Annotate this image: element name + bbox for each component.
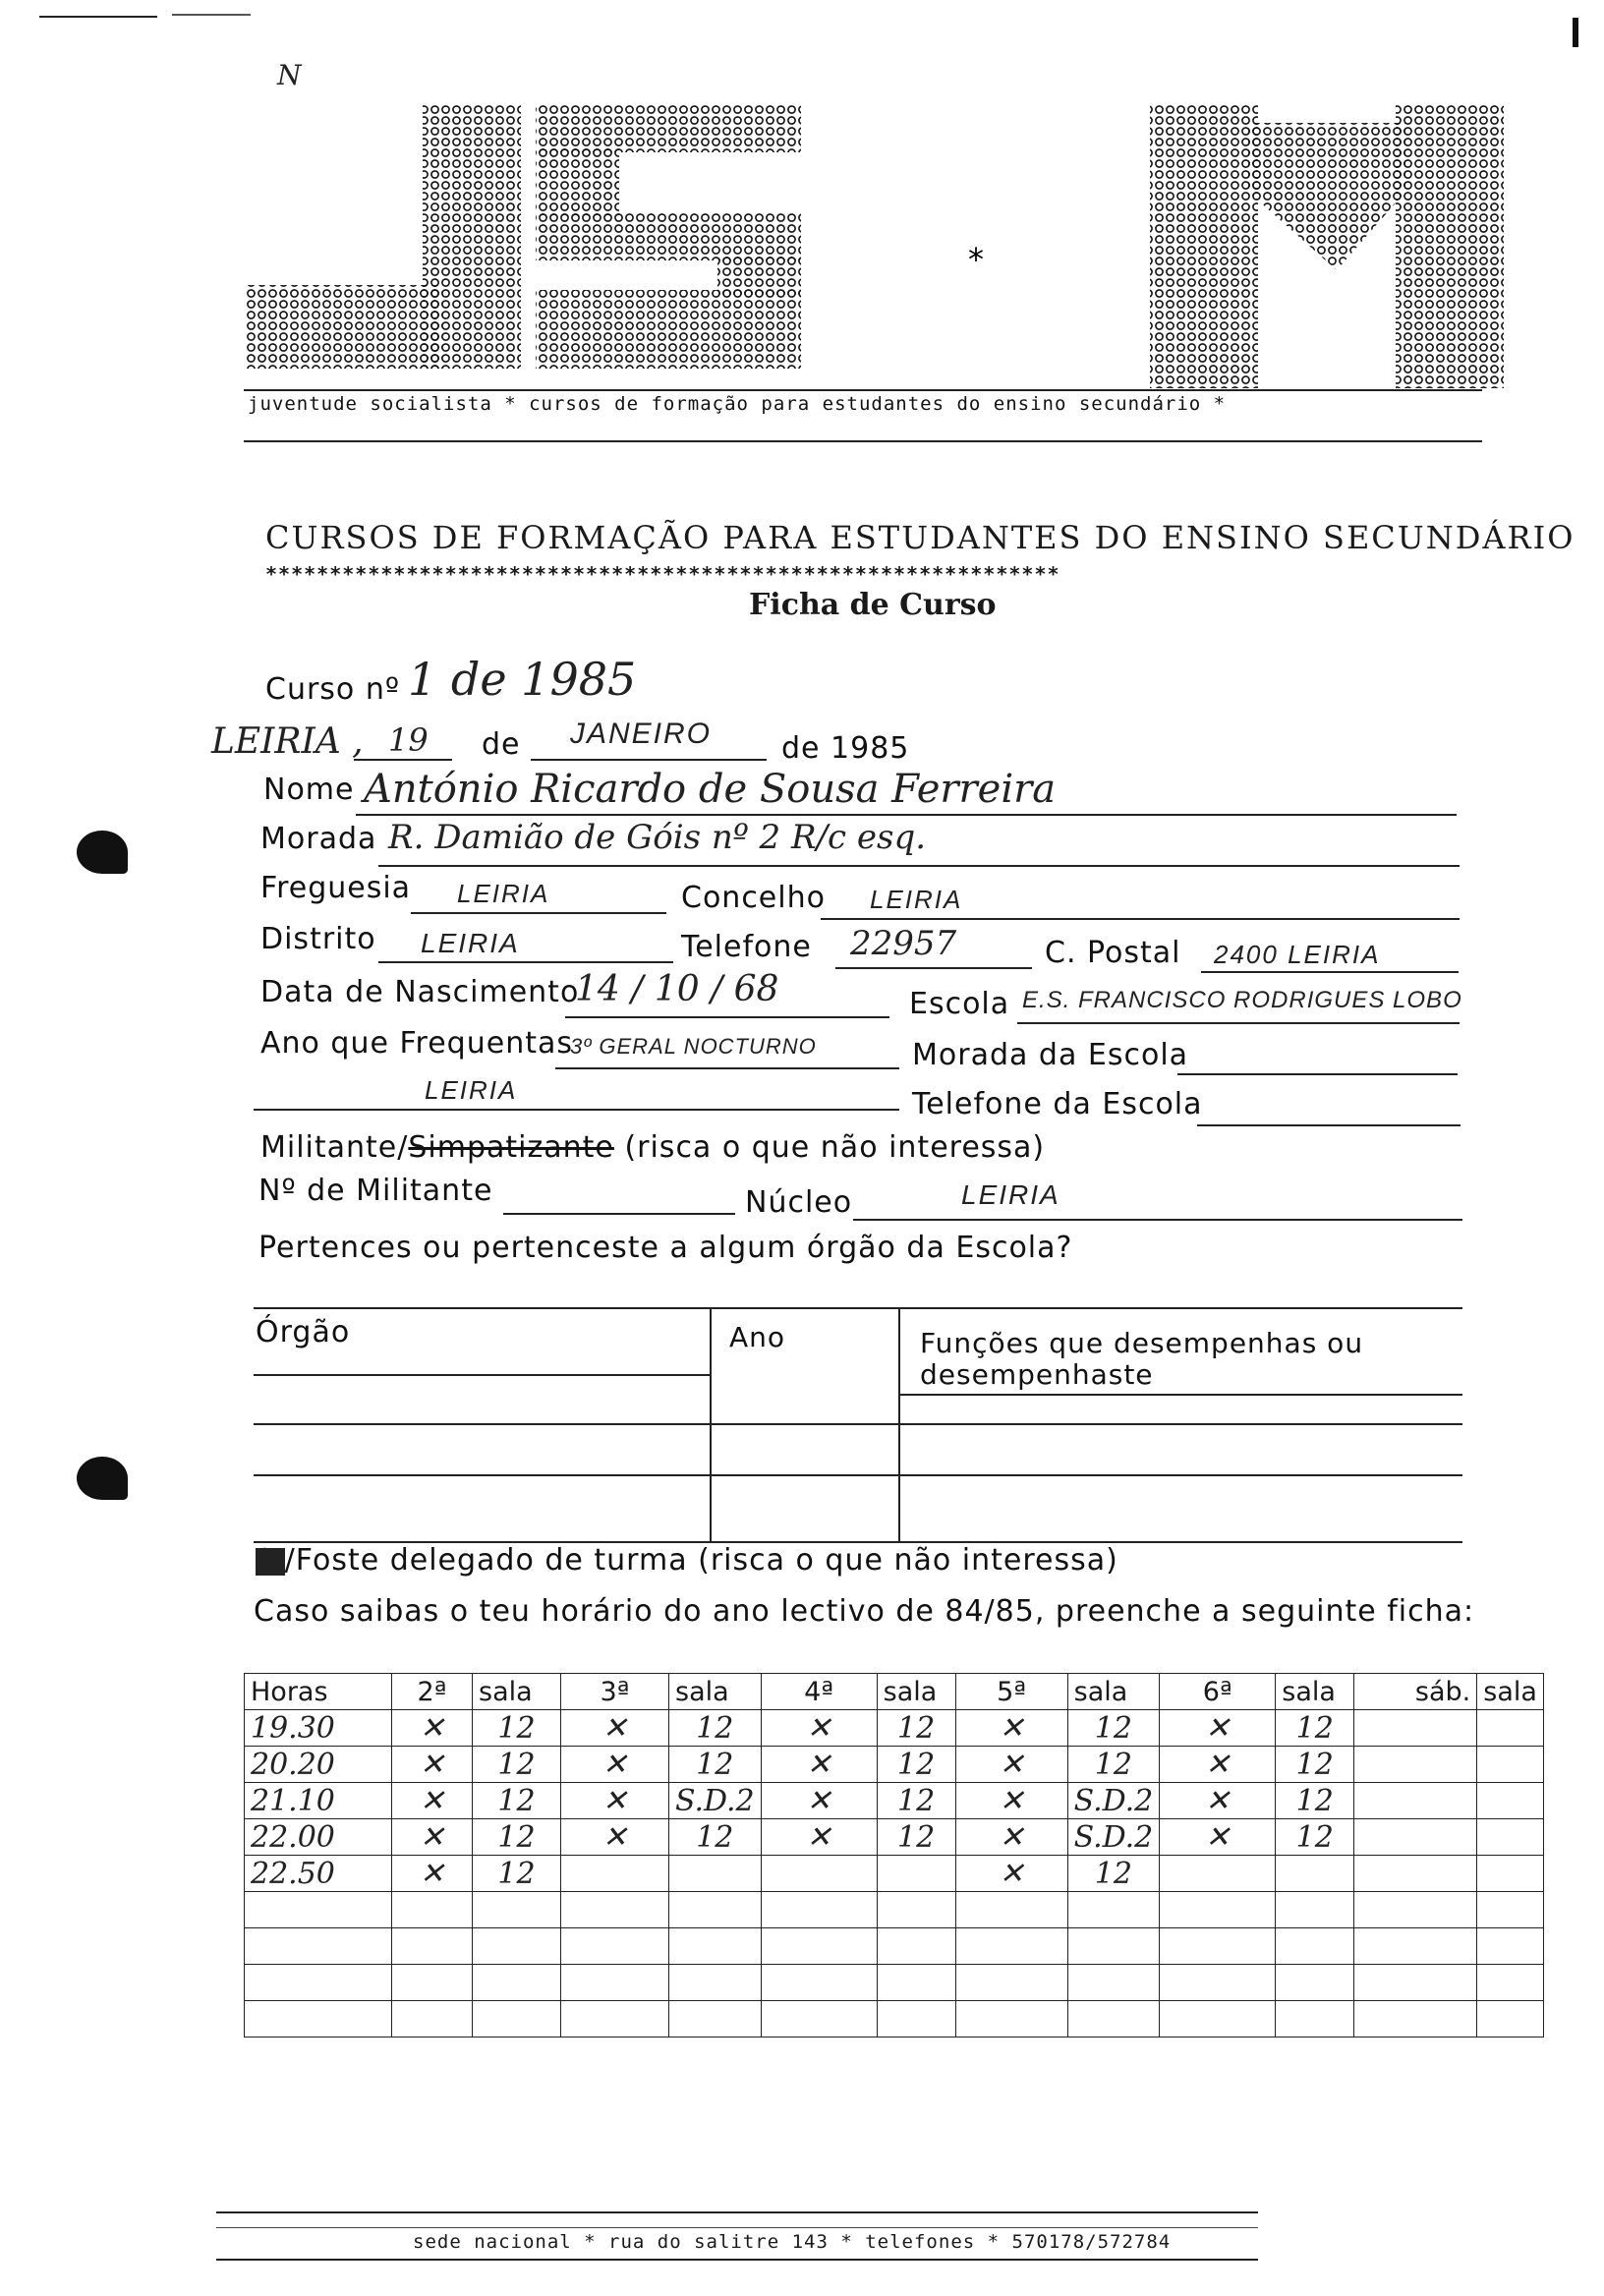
- schedule-cell[interactable]: [1477, 1892, 1544, 1928]
- schedule-cell[interactable]: ✕: [561, 1819, 669, 1856]
- schedule-cell[interactable]: ✕: [955, 1819, 1067, 1856]
- cpostal-label: C. Postal: [1045, 936, 1181, 970]
- schedule-cell[interactable]: ✕: [392, 1783, 473, 1819]
- schedule-hour-cell[interactable]: 21.10: [245, 1783, 392, 1819]
- ano-line2-value[interactable]: LEIRIA: [425, 1075, 518, 1105]
- concelho-value[interactable]: LEIRIA: [870, 885, 963, 914]
- delegado-text: /Foste delegado de turma (risca o que não interessa): [284, 1543, 1118, 1578]
- schedule-cell[interactable]: ✕: [955, 1783, 1067, 1819]
- freguesia-underline: [411, 912, 666, 914]
- schedule-cell[interactable]: [1354, 1928, 1477, 1965]
- schedule-cell[interactable]: [761, 1965, 877, 2001]
- schedule-header-cell: Horas: [245, 1674, 392, 1710]
- schedule-cell[interactable]: [1160, 1892, 1276, 1928]
- col-orgao: Órgão: [256, 1315, 351, 1349]
- schedule-cell[interactable]: ✕: [955, 1856, 1067, 1892]
- schedule-cell[interactable]: [1477, 1819, 1544, 1856]
- schedule-cell[interactable]: 12: [473, 1856, 561, 1892]
- schedule-cell[interactable]: ✕: [392, 1819, 473, 1856]
- schedule-cell[interactable]: [955, 1892, 1067, 1928]
- morada-escola-underline: [1177, 1073, 1458, 1075]
- schedule-cell[interactable]: [473, 1928, 561, 1965]
- schedule-cell[interactable]: [561, 1892, 669, 1928]
- schedule-row: [245, 1747, 1544, 1783]
- schedule-cell[interactable]: ✕: [1160, 1783, 1276, 1819]
- schedule-hour-cell[interactable]: [245, 2001, 392, 2038]
- scan-mark-corner: [1573, 18, 1578, 47]
- schedule-row: [245, 1856, 1544, 1892]
- schedule-cell[interactable]: [561, 1928, 669, 1965]
- telefone-underline: [835, 967, 1032, 969]
- schedule-cell[interactable]: [1276, 1892, 1354, 1928]
- nome-underline: [356, 814, 1457, 816]
- distrito-value[interactable]: LEIRIA: [421, 928, 520, 958]
- schedule-cell[interactable]: [669, 2001, 762, 2038]
- de-label: de: [482, 727, 521, 762]
- binder-hole-mark-top: [77, 831, 128, 874]
- morada-underline: [378, 865, 1460, 867]
- schedule-cell[interactable]: S.D.2: [1067, 1819, 1160, 1856]
- ano-value[interactable]: 3º GERAL NOCTURNO: [570, 1034, 817, 1059]
- schedule-cell[interactable]: [1276, 1856, 1354, 1892]
- schedule-cell[interactable]: ✕: [392, 1747, 473, 1783]
- schedule-cell[interactable]: ✕: [561, 1710, 669, 1747]
- schedule-cell[interactable]: [1477, 1965, 1544, 2001]
- scan-mark-top-right: [172, 14, 251, 16]
- schedule-cell[interactable]: 12: [473, 1747, 561, 1783]
- schedule-cell[interactable]: ✕: [392, 1710, 473, 1747]
- schedule-cell[interactable]: [392, 1892, 473, 1928]
- tagline-bottom-rule: [244, 440, 1482, 442]
- schedule-header-row: [245, 1674, 1544, 1710]
- schedule-cell[interactable]: S.D.2: [1067, 1783, 1160, 1819]
- schedule-cell[interactable]: [877, 2001, 955, 2038]
- nucleo-underline: [853, 1219, 1462, 1221]
- schedule-row: [245, 1928, 1544, 1965]
- schedule-cell[interactable]: ✕: [561, 1747, 669, 1783]
- schedule-cell[interactable]: [1477, 1783, 1544, 1819]
- schedule-cell[interactable]: [561, 1856, 669, 1892]
- schedule-cell[interactable]: [473, 2001, 561, 2038]
- schedule-header-cell: sala: [669, 1674, 762, 1710]
- schedule-hour-cell[interactable]: 19.30: [245, 1710, 392, 1747]
- logo-separator: *: [968, 241, 984, 278]
- logo-letter-m: [1150, 103, 1504, 388]
- schedule-header-cell: sáb.: [1354, 1674, 1477, 1710]
- schedule-cell[interactable]: ✕: [761, 1783, 877, 1819]
- schedule-cell[interactable]: ✕: [761, 1819, 877, 1856]
- schedule-hour-cell[interactable]: [245, 1965, 392, 2001]
- distrito-label: Distrito: [260, 922, 376, 956]
- schedule-cell[interactable]: [1160, 2001, 1276, 2038]
- militante-risca-note: (risca o que não interessa): [624, 1130, 1046, 1165]
- footer-rule-2: [216, 2227, 1258, 2228]
- militante-line: [260, 1130, 1045, 1165]
- schedule-cell[interactable]: ✕: [761, 1747, 877, 1783]
- schedule-cell[interactable]: 12: [1067, 1856, 1160, 1892]
- logo-letter-j: [246, 103, 521, 369]
- schedule-cell[interactable]: [877, 1928, 955, 1965]
- schedule-cell[interactable]: [1160, 1856, 1276, 1892]
- morada-value[interactable]: R. Damião de Góis nº 2 R/c esq.: [388, 818, 927, 857]
- schedule-header-cell: sala: [1276, 1674, 1354, 1710]
- schedule-cell[interactable]: [955, 1928, 1067, 1965]
- schedule-header-cell: 6ª: [1160, 1674, 1276, 1710]
- schedule-cell[interactable]: 12: [473, 1819, 561, 1856]
- schedule-cell[interactable]: [1067, 2001, 1160, 2038]
- freguesia-label: Freguesia: [260, 871, 412, 905]
- ano-line2-underline: [254, 1109, 899, 1111]
- schedule-cell[interactable]: 12: [877, 1747, 955, 1783]
- schedule-cell[interactable]: S.D.2: [669, 1783, 762, 1819]
- schedule-cell[interactable]: [1477, 1928, 1544, 1965]
- schedule-hour-cell[interactable]: 22.50: [245, 1856, 392, 1892]
- schedule-cell[interactable]: ✕: [1160, 1710, 1276, 1747]
- escola-label: Escola: [909, 987, 1010, 1021]
- schedule-cell[interactable]: [473, 1965, 561, 2001]
- morada-escola-label: Morada da Escola: [912, 1038, 1189, 1072]
- day-underline: [354, 759, 452, 761]
- schedule-cell[interactable]: 12: [669, 1747, 762, 1783]
- schedule-cell[interactable]: 12: [1276, 1819, 1354, 1856]
- cpostal-value[interactable]: 2400 LEIRIA: [1214, 940, 1381, 969]
- schedule-cell[interactable]: 12: [473, 1783, 561, 1819]
- schedule-table: [244, 1673, 1544, 2038]
- tagline-top-rule: [244, 389, 1482, 391]
- schedule-cell[interactable]: [761, 1856, 877, 1892]
- title-star-rule: **************************************************************: [265, 562, 1060, 586]
- schedule-cell[interactable]: [877, 1856, 955, 1892]
- schedule-hour-cell[interactable]: [245, 1892, 392, 1928]
- schedule-cell[interactable]: [1477, 1747, 1544, 1783]
- ano-underline: [555, 1067, 899, 1069]
- schedule-cell[interactable]: ✕: [761, 1710, 877, 1747]
- schedule-cell[interactable]: [761, 1928, 877, 1965]
- nascimento-underline: [565, 1016, 889, 1018]
- schedule-cell[interactable]: [1354, 1819, 1477, 1856]
- schedule-cell[interactable]: 12: [877, 1710, 955, 1747]
- schedule-cell[interactable]: [1067, 1892, 1160, 1928]
- telefone-label: Telefone: [681, 930, 812, 964]
- escola-underline: [1017, 1022, 1460, 1024]
- morada-label: Morada: [260, 822, 377, 856]
- schedule-cell[interactable]: [1354, 1783, 1477, 1819]
- schedule-header-cell: 5ª: [955, 1674, 1067, 1710]
- militante-label: Militante/: [260, 1130, 409, 1165]
- page-title: CURSOS DE FORMAÇÃO PARA ESTUDANTES DO ENSINO SECUNDÁRIO: [265, 519, 1575, 556]
- footer-address: sede nacional * rua do salitre 143 * telefones * 570178/572784: [413, 2231, 1172, 2253]
- col-funcoes-1: Funções que desempenhas ou: [920, 1327, 1364, 1359]
- orgao-table: [254, 1307, 1462, 1543]
- logo-letter-s: [536, 103, 801, 369]
- schedule-cell[interactable]: [1477, 1856, 1544, 1892]
- schedule-cell[interactable]: 12: [1276, 1783, 1354, 1819]
- schedule-header-cell: sala: [1067, 1674, 1160, 1710]
- col-ano: Ano: [729, 1321, 786, 1353]
- schedule-cell[interactable]: [1477, 2001, 1544, 2038]
- schedule-cell[interactable]: [392, 1928, 473, 1965]
- schedule-cell[interactable]: ✕: [561, 1783, 669, 1819]
- telefone-escola-underline: [1197, 1124, 1461, 1126]
- delegado-line: [256, 1543, 1118, 1578]
- orgao-question: Pertences ou pertenceste a algum órgão da Escola?: [258, 1231, 1073, 1265]
- schedule-header-cell: 4ª: [761, 1674, 877, 1710]
- telefone-escola-label: Telefone da Escola: [912, 1087, 1203, 1121]
- schedule-cell[interactable]: [1276, 1965, 1354, 2001]
- schedule-hour-cell[interactable]: [245, 1928, 392, 1965]
- schedule-cell[interactable]: 12: [1067, 1710, 1160, 1747]
- month-underline: [531, 759, 767, 761]
- schedule-hour-cell[interactable]: 20.20: [245, 1747, 392, 1783]
- place-value[interactable]: LEIRIA ,: [211, 721, 364, 762]
- year-label: de 1985: [781, 731, 910, 766]
- schedule-cell[interactable]: [1354, 1892, 1477, 1928]
- schedule-header-cell: sala: [1477, 1674, 1544, 1710]
- schedule-cell[interactable]: [955, 2001, 1067, 2038]
- footer-top-rule: [216, 2211, 1258, 2213]
- num-militante-label: Nº de Militante: [258, 1174, 493, 1208]
- schedule-cell[interactable]: [1160, 1965, 1276, 2001]
- schedule-cell[interactable]: 12: [1067, 1747, 1160, 1783]
- schedule-cell[interactable]: 12: [1276, 1747, 1354, 1783]
- schedule-cell[interactable]: ✕: [1160, 1747, 1276, 1783]
- schedule-row: [245, 1965, 1544, 2001]
- schedule-cell[interactable]: [877, 1892, 955, 1928]
- schedule-row: [245, 1892, 1544, 1928]
- schedule-cell[interactable]: [669, 1928, 762, 1965]
- simpatizante-label: Simpatizante: [408, 1130, 614, 1165]
- schedule-cell[interactable]: [669, 1856, 762, 1892]
- distrito-underline: [378, 961, 673, 963]
- nascimento-value[interactable]: 14 / 10 / 68: [575, 969, 779, 1009]
- schedule-header-cell: 2ª: [392, 1674, 473, 1710]
- schedule-cell[interactable]: [669, 1965, 762, 2001]
- schedule-cell[interactable]: ✕: [955, 1747, 1067, 1783]
- ano-label: Ano que Frequentas: [260, 1026, 573, 1061]
- delegado-struck: És: [256, 1548, 285, 1576]
- footer-bottom-rule: [216, 2259, 1258, 2261]
- nucleo-value[interactable]: LEIRIA: [961, 1179, 1060, 1210]
- schedule-cell[interactable]: [1477, 1710, 1544, 1747]
- page-subtitle: Ficha de Curso: [749, 588, 997, 622]
- col-funcoes-2: desempenhaste: [920, 1358, 1154, 1391]
- curso-label: Curso nº: [265, 672, 400, 707]
- schedule-cell[interactable]: [1354, 2001, 1477, 2038]
- schedule-cell[interactable]: [1354, 1710, 1477, 1747]
- schedule-cell[interactable]: [392, 1965, 473, 2001]
- month-value[interactable]: JANEIRO: [570, 718, 713, 750]
- telefone-value[interactable]: 22957: [850, 924, 957, 963]
- freguesia-value[interactable]: LEIRIA: [457, 879, 550, 908]
- schedule-cell[interactable]: [669, 1892, 762, 1928]
- schedule-row: [245, 1710, 1544, 1747]
- schedule-cell[interactable]: [473, 1892, 561, 1928]
- schedule-cell[interactable]: [761, 2001, 877, 2038]
- schedule-cell[interactable]: ✕: [955, 1710, 1067, 1747]
- escola-value[interactable]: E.S. FRANCISCO RODRIGUES LOBO: [1022, 987, 1462, 1013]
- cpostal-underline: [1201, 971, 1459, 973]
- schedule-cell[interactable]: [1276, 1928, 1354, 1965]
- nucleo-label: Núcleo: [745, 1185, 853, 1220]
- schedule-cell[interactable]: 12: [669, 1710, 762, 1747]
- horario-question: Caso saibas o teu horário do ano lectivo de 84/85, preenche a seguinte ficha:: [254, 1594, 1475, 1629]
- curso-value[interactable]: 1 de 1985: [408, 653, 637, 706]
- nascimento-label: Data de Nascimento: [260, 975, 580, 1009]
- binder-hole-mark-bottom: [77, 1457, 128, 1500]
- schedule-cell[interactable]: 12: [877, 1819, 955, 1856]
- tagline: juventude socialista * cursos de formação para estudantes do ensino secundário *: [248, 393, 1227, 415]
- schedule-cell[interactable]: 12: [1276, 1710, 1354, 1747]
- schedule-cell[interactable]: 12: [473, 1710, 561, 1747]
- schedule-cell[interactable]: [1160, 1928, 1276, 1965]
- schedule-cell[interactable]: [392, 2001, 473, 2038]
- num-militante-underline: [503, 1213, 735, 1215]
- schedule-header-cell: 3ª: [561, 1674, 669, 1710]
- schedule-cell[interactable]: ✕: [392, 1856, 473, 1892]
- schedule-cell[interactable]: [1276, 2001, 1354, 2038]
- nome-value[interactable]: António Ricardo de Sousa Ferreira: [364, 767, 1057, 812]
- schedule-header-cell: sala: [877, 1674, 955, 1710]
- schedule-cell[interactable]: [1354, 1856, 1477, 1892]
- schedule-cell[interactable]: [561, 1965, 669, 2001]
- schedule-cell[interactable]: 12: [669, 1819, 762, 1856]
- concelho-label: Concelho: [681, 881, 826, 915]
- nome-label: Nome: [263, 773, 355, 807]
- day-value[interactable]: 19: [388, 721, 429, 759]
- schedule-header-cell: sala: [473, 1674, 561, 1710]
- schedule-cell[interactable]: [761, 1892, 877, 1928]
- top-note: N: [277, 59, 302, 91]
- schedule-cell[interactable]: [1067, 1965, 1160, 2001]
- schedule-cell[interactable]: [1067, 1928, 1160, 1965]
- js-logo: [246, 93, 1504, 388]
- schedule-cell[interactable]: [877, 1965, 955, 2001]
- schedule-row: [245, 1783, 1544, 1819]
- schedule-cell[interactable]: [1354, 1965, 1477, 2001]
- schedule-cell[interactable]: 12: [877, 1783, 955, 1819]
- schedule-hour-cell[interactable]: 22.00: [245, 1819, 392, 1856]
- schedule-cell[interactable]: [1354, 1747, 1477, 1783]
- scan-mark-top-left: [39, 16, 157, 18]
- schedule-row: [245, 2001, 1544, 2038]
- schedule-cell[interactable]: [955, 1965, 1067, 2001]
- concelho-underline: [821, 918, 1460, 920]
- schedule-row: [245, 1819, 1544, 1856]
- schedule-cell[interactable]: [561, 2001, 669, 2038]
- schedule-cell[interactable]: ✕: [1160, 1819, 1276, 1856]
